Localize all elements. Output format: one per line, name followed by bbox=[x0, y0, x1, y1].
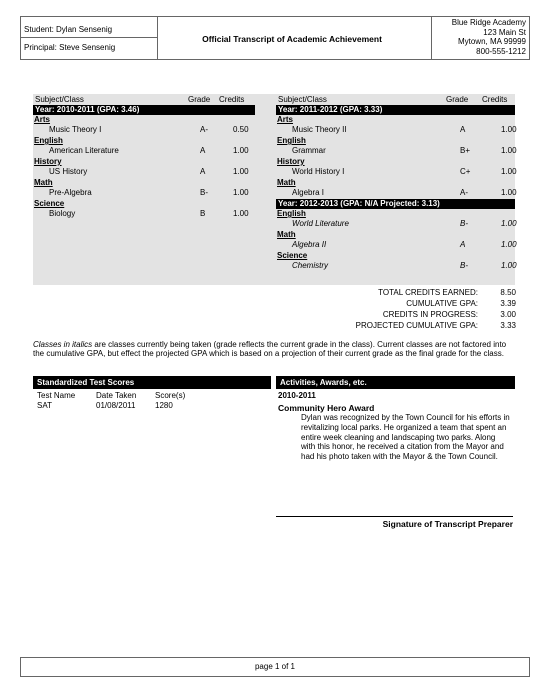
totals-block bbox=[290, 287, 518, 331]
class-grade: A- bbox=[200, 125, 208, 134]
class-credits: 1.00 bbox=[501, 240, 517, 249]
class-credits: 0.50 bbox=[233, 125, 249, 134]
right-column-headers bbox=[276, 95, 515, 105]
note-text: are classes currently being taken (grade reflects the current grade in the class). Current classes are not factored into the cumulative GPA, but effect the projected GPA which is based on a projection of their current grade as the final grade for the class. bbox=[33, 340, 507, 359]
page-title: Official Transcript of Academic Achievement bbox=[202, 34, 382, 44]
class-name: US History bbox=[49, 167, 88, 176]
class-credits: 1.00 bbox=[501, 219, 517, 228]
year-bar-current: Year: 2012-2013 (GPA: N/A Projected: 3.13) bbox=[276, 199, 515, 209]
total-row bbox=[290, 320, 518, 331]
class-name: Grammar bbox=[292, 146, 326, 155]
class-credits: 1.00 bbox=[501, 261, 517, 270]
year-bar: Year: 2010-2011 (GPA: 3.46) bbox=[33, 105, 255, 115]
class-grade: A bbox=[460, 125, 466, 134]
test-row bbox=[33, 401, 271, 411]
class-row bbox=[276, 125, 515, 135]
col-grade: Grade bbox=[446, 95, 469, 104]
class-grade: B- bbox=[460, 219, 468, 228]
school-street: 123 Main St bbox=[483, 27, 526, 37]
total-label: CREDITS IN PROGRESS: bbox=[382, 310, 478, 319]
footer-box bbox=[20, 657, 530, 677]
class-name: Biology bbox=[49, 209, 76, 218]
class-grade: A bbox=[460, 240, 466, 249]
signature-label: Signature of Transcript Preparer bbox=[382, 519, 513, 529]
page-number: page 1 of 1 bbox=[254, 662, 296, 671]
class-credits: 1.00 bbox=[501, 125, 517, 134]
subject-heading: Math bbox=[34, 178, 53, 187]
subject-heading: English bbox=[34, 136, 63, 145]
class-grade: B bbox=[200, 209, 206, 218]
test-score: 1280 bbox=[155, 401, 173, 410]
italics-note bbox=[33, 340, 518, 359]
total-label: PROJECTED CUMULATIVE GPA: bbox=[355, 321, 478, 330]
class-credits: 1.00 bbox=[233, 146, 249, 155]
test-scores-title: Standardized Test Scores bbox=[33, 376, 271, 389]
subject-heading: Science bbox=[277, 251, 308, 260]
class-row bbox=[33, 167, 255, 177]
class-row bbox=[33, 146, 255, 156]
class-credits: 1.00 bbox=[501, 188, 517, 197]
class-row bbox=[33, 188, 255, 198]
class-credits: 1.00 bbox=[233, 188, 249, 197]
total-value: 3.33 bbox=[500, 321, 516, 330]
student-name: Student: Dylan Sensenig bbox=[24, 25, 113, 34]
col-grade: Grade bbox=[188, 95, 211, 104]
test-header-date: Date Taken bbox=[96, 391, 137, 400]
class-row bbox=[276, 188, 515, 198]
class-name: World History I bbox=[292, 167, 345, 176]
year-bar: Year: 2011-2012 (GPA: 3.33) bbox=[276, 105, 515, 115]
activity-year: 2010-2011 bbox=[278, 391, 316, 400]
class-row bbox=[276, 261, 515, 271]
header-vline-right bbox=[431, 17, 432, 59]
total-row bbox=[290, 309, 518, 320]
col-credits: Credits bbox=[482, 95, 508, 104]
principal-name: Principal: Steve Sensenig bbox=[24, 43, 116, 52]
test-scores-section bbox=[33, 376, 271, 411]
left-column-headers bbox=[33, 95, 255, 105]
award-title: Community Hero Award bbox=[278, 403, 375, 413]
subject-heading: History bbox=[277, 157, 305, 166]
school-city: Mytown, MA 99999 bbox=[457, 37, 526, 46]
total-row bbox=[290, 298, 518, 309]
total-label: TOTAL CREDITS EARNED: bbox=[378, 288, 478, 297]
test-header-name: Test Name bbox=[37, 391, 76, 400]
class-row bbox=[276, 219, 515, 229]
class-row bbox=[276, 240, 515, 250]
total-label: CUMULATIVE GPA: bbox=[406, 299, 478, 308]
header-box bbox=[20, 16, 530, 60]
left-year-table bbox=[33, 95, 255, 220]
class-name: Algebra II bbox=[292, 240, 327, 249]
subject-heading: Science bbox=[34, 199, 65, 208]
subject-heading: History bbox=[34, 157, 62, 166]
class-name: Music Theory II bbox=[292, 125, 347, 134]
col-subject: Subject/Class bbox=[278, 95, 327, 104]
note-italic: Classes in italics bbox=[33, 340, 93, 349]
class-grade: B+ bbox=[460, 146, 471, 155]
right-subject-list bbox=[276, 115, 515, 198]
total-value: 3.00 bbox=[500, 310, 516, 319]
test-date: 01/08/2011 bbox=[96, 401, 136, 410]
left-subject-list bbox=[33, 115, 255, 219]
header-divider bbox=[21, 37, 157, 38]
total-value: 8.50 bbox=[500, 288, 516, 297]
class-name: American Literature bbox=[49, 146, 119, 155]
test-name: SAT bbox=[37, 401, 52, 410]
class-credits: 1.00 bbox=[233, 167, 249, 176]
subject-heading: English bbox=[277, 209, 306, 218]
subject-heading: Math bbox=[277, 230, 296, 239]
test-headers bbox=[33, 391, 271, 401]
class-name: Algebra I bbox=[292, 188, 325, 197]
school-address bbox=[452, 18, 526, 56]
class-credits: 1.00 bbox=[233, 209, 249, 218]
class-credits: 1.00 bbox=[501, 146, 517, 155]
subject-heading: Arts bbox=[34, 115, 51, 124]
class-row bbox=[33, 209, 255, 219]
school-phone: 800-555-1212 bbox=[476, 46, 526, 56]
class-grade: B- bbox=[200, 188, 208, 197]
award-description: Dylan was recognized by the Town Council for his efforts in revitalizing local parks. He organized a team that spent an entire week cleaning and landscaping two parks. Along with this honor, he received a citation from the Mayor and had his photo taken with the Mayor & the Town Council. bbox=[301, 413, 510, 462]
activities-title: Activities, Awards, etc. bbox=[276, 376, 515, 389]
col-subject: Subject/Class bbox=[35, 95, 84, 104]
signature-line bbox=[276, 516, 513, 517]
subject-heading: English bbox=[277, 136, 306, 145]
class-grade: B- bbox=[460, 261, 468, 270]
subject-heading: Arts bbox=[277, 115, 294, 124]
class-credits: 1.00 bbox=[501, 167, 517, 176]
school-name: Blue Ridge Academy bbox=[451, 18, 526, 27]
total-value: 3.39 bbox=[500, 299, 516, 308]
total-row bbox=[290, 287, 518, 298]
right-year-table bbox=[276, 95, 515, 272]
class-grade: C+ bbox=[460, 167, 471, 176]
class-grade: A bbox=[200, 167, 206, 176]
class-row bbox=[276, 167, 515, 177]
test-header-score: Score(s) bbox=[155, 391, 186, 400]
class-grade: A- bbox=[460, 188, 468, 197]
class-grade: A bbox=[200, 146, 206, 155]
subject-heading: Math bbox=[277, 178, 296, 187]
class-name: World Literature bbox=[292, 219, 349, 228]
right-subject-list-current bbox=[276, 209, 515, 271]
class-name: Music Theory I bbox=[49, 125, 102, 134]
class-row bbox=[276, 146, 515, 156]
activities-section bbox=[276, 376, 515, 462]
col-credits: Credits bbox=[219, 95, 245, 104]
class-name: Pre-Algebra bbox=[49, 188, 92, 197]
class-row bbox=[33, 125, 255, 135]
class-name: Chemistry bbox=[292, 261, 329, 270]
